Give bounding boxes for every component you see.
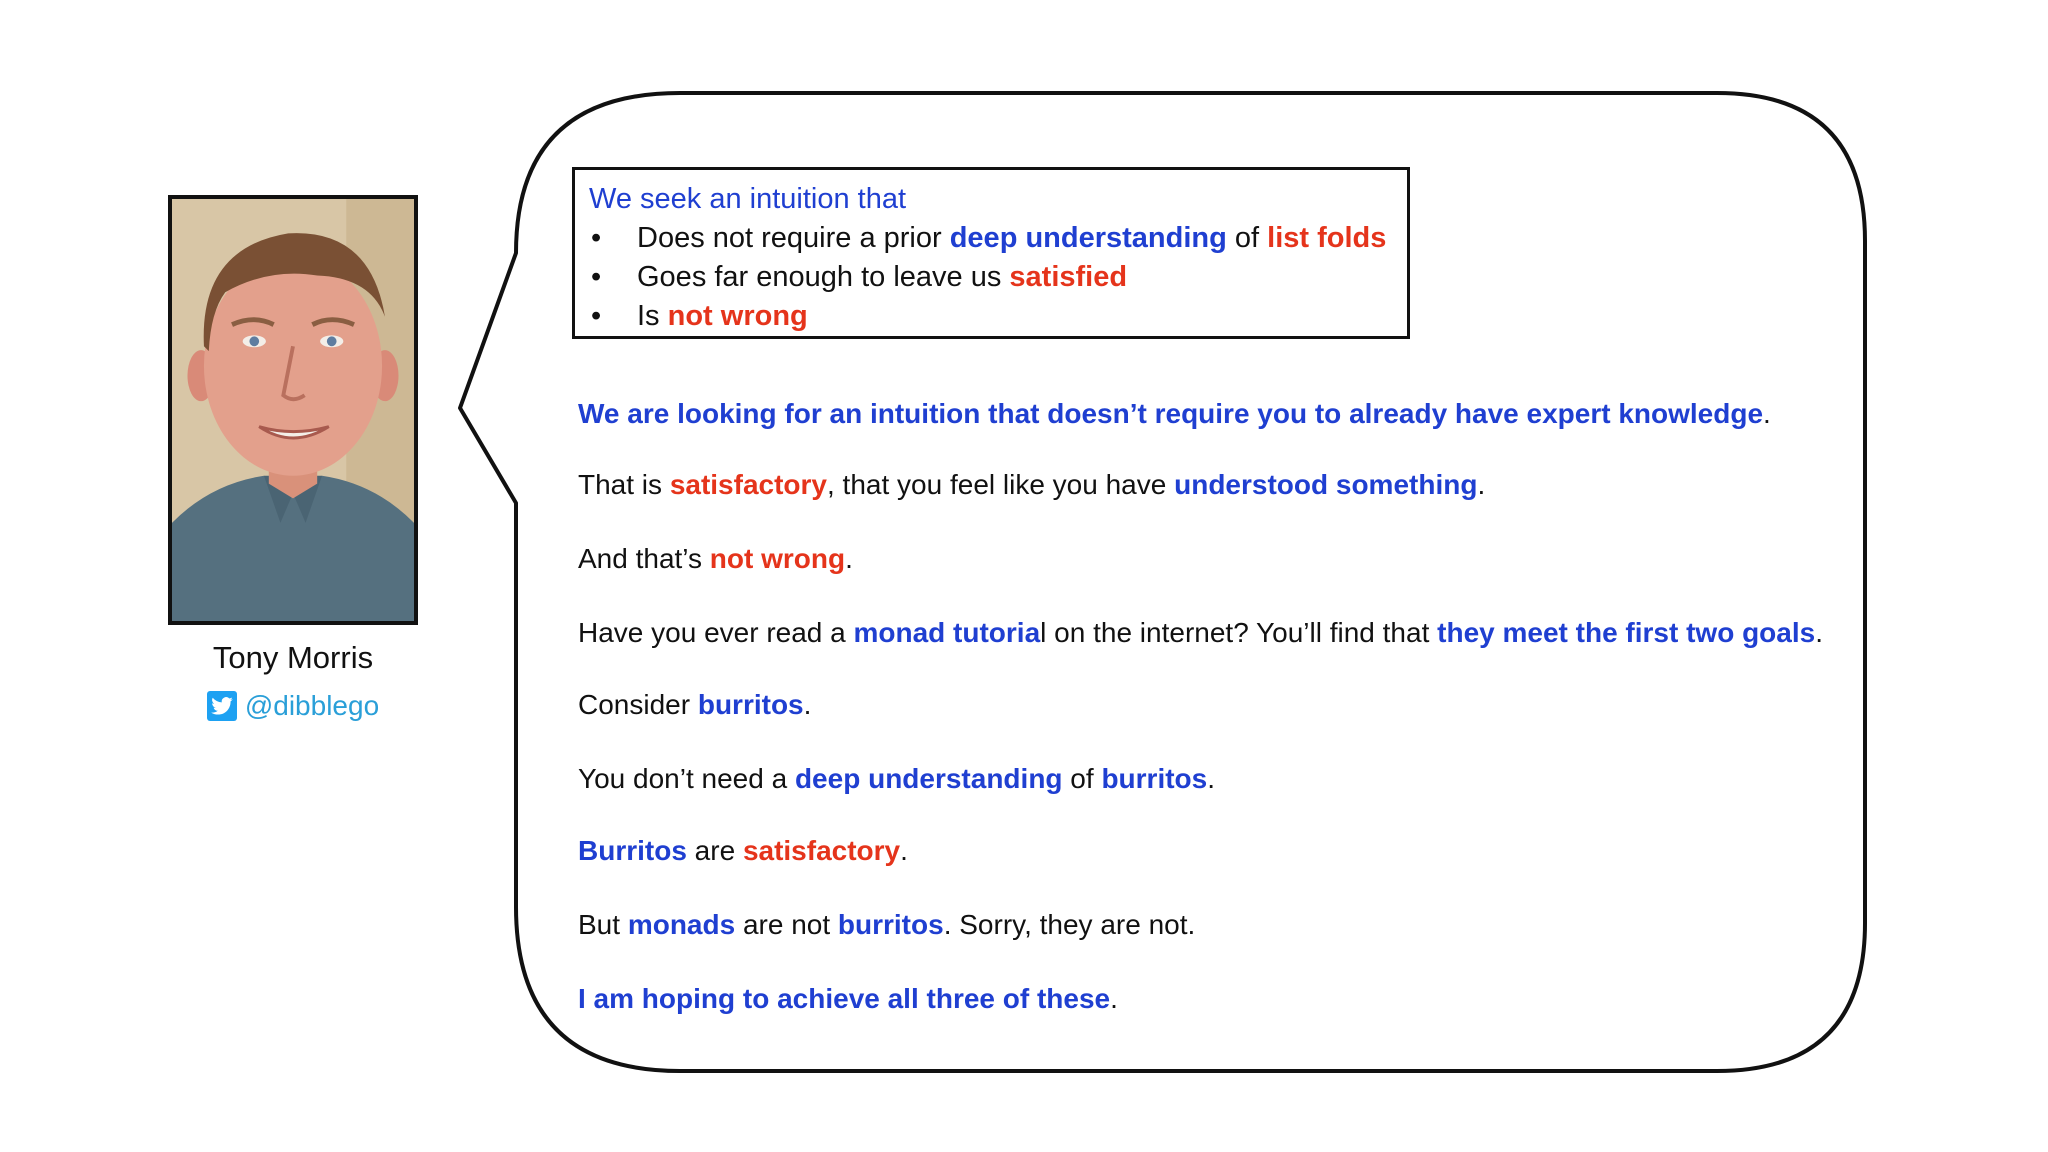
twitter-handle-row[interactable] bbox=[168, 690, 418, 722]
twitter-icon bbox=[207, 691, 237, 721]
twitter-handle: @dibblego bbox=[244, 690, 380, 721]
statement-line: We are looking for an intuition that doesn’t require you to already have expert knowledge. bbox=[578, 398, 1771, 429]
statement-line: Consider burritos. bbox=[578, 689, 812, 720]
goal-item: • Goes far enough to leave us satisfied bbox=[589, 258, 1393, 297]
statement-line: Burritos are satisfactory. bbox=[578, 835, 908, 866]
speaker-name: Tony Morris bbox=[212, 640, 374, 675]
statement-line: Have you ever read a monad tutorial on the internet? You’ll find that they meet the first two goals. bbox=[578, 617, 1823, 648]
goal-item: • Does not require a prior deep understanding of list folds bbox=[589, 219, 1393, 258]
statement-line: And that’s not wrong. bbox=[578, 543, 853, 574]
goals-heading: We seek an intuition that bbox=[589, 183, 907, 215]
statement-line: That is satisfactory, that you feel like you have understood something. bbox=[578, 469, 1486, 500]
statement-line: You don’t need a deep understanding of burritos. bbox=[578, 763, 1216, 794]
statement-line: I am hoping to achieve all three of these. bbox=[578, 983, 1118, 1014]
statement-line: But monads are not burritos. Sorry, they are not. bbox=[578, 909, 1196, 940]
portrait-illustration bbox=[172, 199, 414, 621]
goals-list bbox=[589, 219, 1393, 336]
speaker-photo bbox=[168, 195, 418, 625]
goals-box bbox=[572, 167, 1410, 339]
goal-item: • Is not wrong bbox=[589, 297, 1393, 336]
